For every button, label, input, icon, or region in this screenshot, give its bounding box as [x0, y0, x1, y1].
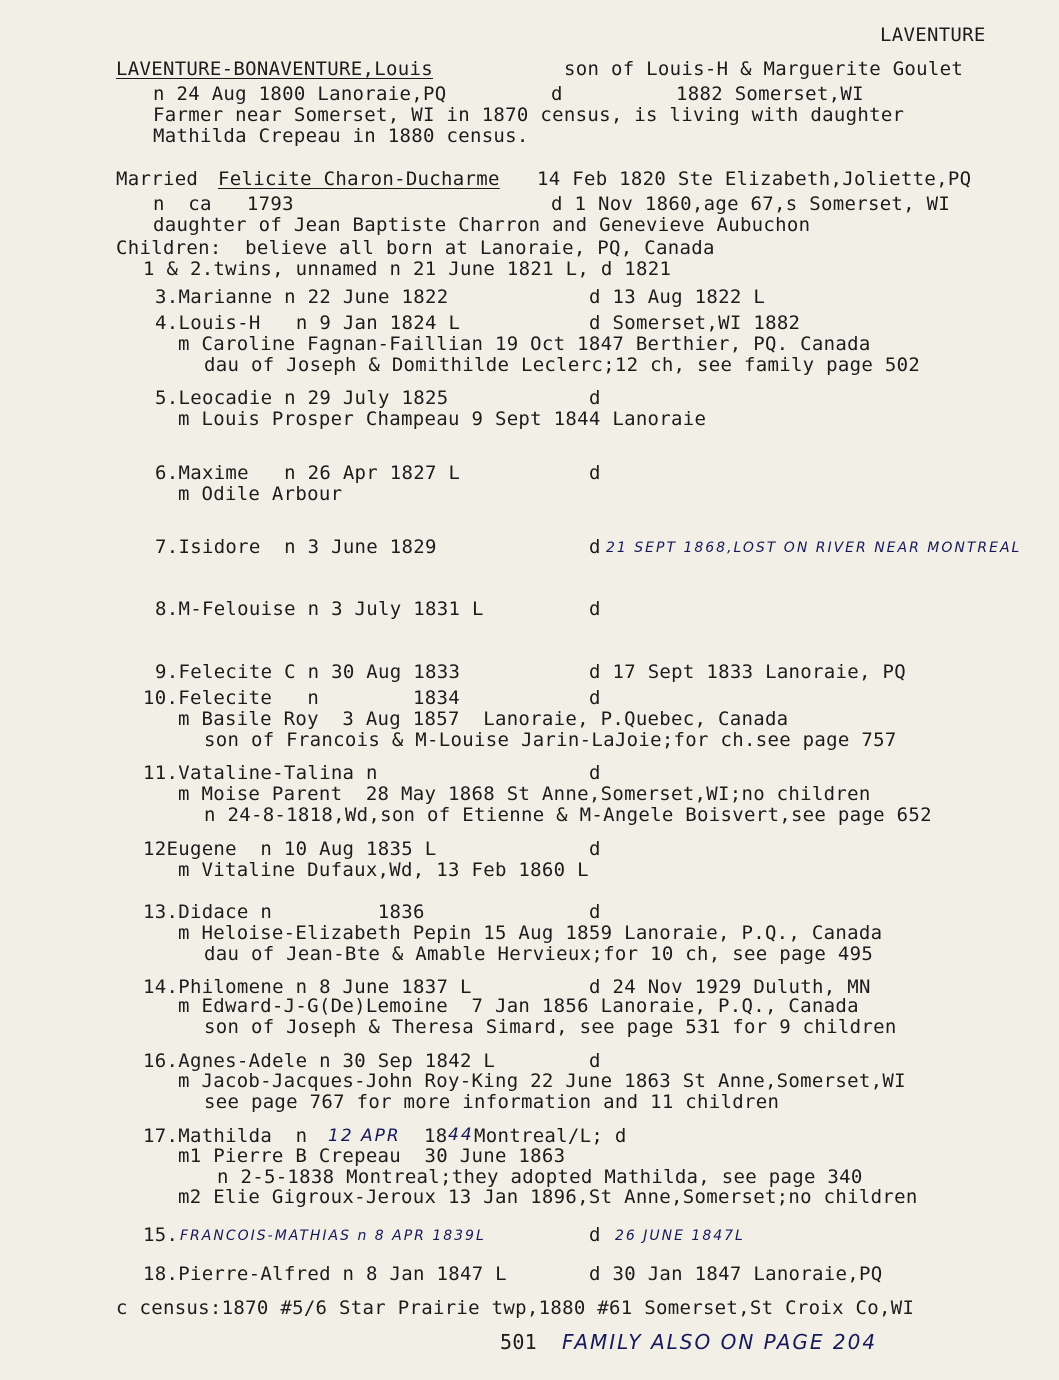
- child-death: d: [589, 838, 601, 860]
- child-death: d 17 Sept 1833 Lanoraie, PQ: [589, 661, 906, 683]
- child-entry: 17.Mathilda n: [143, 1125, 308, 1147]
- header-surname: LAVENTURE: [880, 24, 986, 46]
- child-entry: 14.Philomene n 8 June 1837 L: [143, 976, 472, 998]
- child-death: d: [589, 536, 601, 558]
- child-death: d: [589, 598, 601, 620]
- children-header: Children: believe all born at Lanoraie, PQ, Canada: [116, 237, 715, 259]
- child-marriage: m1 Pierre B Crepeau 30 June 1863: [178, 1145, 566, 1167]
- handwritten-death-date: 26 JUNE 1847L: [615, 1228, 745, 1244]
- child-marriage: m Basile Roy 3 Aug 1857 Lanoraie, P.Quebec, Canada: [178, 708, 789, 730]
- child-marriage: m2 Elie Gigroux-Jeroux 13 Jan 1896,St Anne,Somerset;no children: [178, 1186, 918, 1208]
- child-marriage-note: n 24-8-1818,Wd,son of Etienne & M-Angele Boisvert,see page 652: [204, 804, 932, 826]
- spouse-birth: n ca 1793: [153, 193, 294, 215]
- handwritten-footer-note: FAMILY ALSO ON PAGE 204: [562, 1330, 878, 1354]
- child-death: d: [589, 762, 601, 784]
- subject-note: Mathilda Crepeau in 1880 census.: [153, 125, 529, 147]
- child-entry: 11.Vataline-Talina n: [143, 762, 378, 784]
- child-birth-year: 18: [424, 1125, 448, 1147]
- spouse-parents: daughter of Jean Baptiste Charron and Genevieve Aubuchon: [153, 214, 811, 236]
- child-marriage-note: dau of Joseph & Domithilde Leclerc;12 ch, see family page 502: [204, 354, 921, 376]
- child-marriage: m Odile Arbour: [178, 483, 343, 505]
- child-marriage-note: see page 767 for more information and 11 children: [204, 1091, 780, 1113]
- census-note: c census:1870 #5/6 Star Prairie twp,1880 #61 Somerset,St Croix Co,WI: [116, 1297, 915, 1319]
- marriage-prefix: Married: [116, 168, 199, 190]
- subject-death: 1882 Somerset,WI: [676, 83, 864, 105]
- child-death: d: [589, 901, 601, 923]
- child-entry: 13.Didace n 1836: [143, 901, 425, 923]
- child-death: d 13 Aug 1822 L: [589, 286, 766, 308]
- subject-name: LAVENTURE-BONAVENTURE,Louis: [116, 58, 433, 80]
- spouse-death: d 1 Nov 1860,age 67,s Somerset, WI: [551, 193, 951, 215]
- child-death: d 24 Nov 1929 Duluth, MN: [589, 976, 871, 998]
- child-marriage: m Jacob-Jacques-John Roy-King 22 June 1863 St Anne,Somerset,WI: [178, 1070, 906, 1092]
- child-entry: 6.Maxime n 26 Apr 1827 L: [155, 462, 461, 484]
- child-entry: 18.Pierre-Alfred n 8 Jan 1847 L: [143, 1263, 507, 1285]
- child-marriage: m Louis Prosper Champeau 9 Sept 1844 Lanoraie: [178, 408, 707, 430]
- child-death: d: [589, 462, 601, 484]
- handwritten-birth-date: 12 APR: [328, 1126, 401, 1146]
- page-number: 501: [500, 1330, 538, 1354]
- child-number: 15.: [143, 1224, 179, 1246]
- handwritten-birth-year: 44: [448, 1125, 474, 1145]
- child-death: d: [589, 387, 601, 409]
- child-death: d: [589, 1050, 601, 1072]
- handwritten-child-entry: FRANCOIS-MATHIAS n 8 APR 1839L: [180, 1228, 486, 1244]
- child-marriage: m Caroline Fagnan-Faillian 19 Oct 1847 Berthier, PQ. Canada: [178, 333, 871, 355]
- child-marriage: m Heloise-Elizabeth Pepin 15 Aug 1859 Lanoraie, P.Q., Canada: [178, 922, 883, 944]
- subject-birth: n 24 Aug 1800 Lanoraie,PQ: [153, 83, 447, 105]
- child-marriage-note: dau of Jean-Bte & Amable Hervieux;for 10 ch, see page 495: [204, 943, 874, 965]
- subject-note: Farmer near Somerset, WI in 1870 census, is living with daughter: [153, 104, 905, 126]
- child-death: d Somerset,WI 1882: [589, 312, 801, 334]
- spouse-name: Felicite Charon-Ducharme: [218, 168, 500, 190]
- child-entry: 9.Felecite C n 30 Aug 1833: [155, 661, 461, 683]
- child-death: d: [589, 687, 601, 709]
- child-birth-place: Montreal/L; d: [474, 1125, 627, 1147]
- child-entry: 4.Louis-H n 9 Jan 1824 L: [155, 312, 461, 334]
- child-entry: 1 & 2.twins, unnamed n 21 June 1821 L, d 1821: [143, 258, 672, 280]
- child-marriage: m Edward-J-G(De)Lemoine 7 Jan 1856 Lanoraie, P.Q., Canada: [178, 995, 859, 1017]
- marriage-detail: 14 Feb 1820 Ste Elizabeth,Joliette,PQ: [537, 168, 972, 190]
- child-entry: 16.Agnes-Adele n 30 Sep 1842 L: [143, 1050, 496, 1072]
- child-entry: 8.M-Felouise n 3 July 1831 L: [155, 598, 484, 620]
- child-entry: 3.Marianne n 22 June 1822: [155, 286, 449, 308]
- child-marriage-note: n 2-5-1838 Montreal;they adopted Mathilda, see page 340: [217, 1166, 863, 1188]
- subject-parents: son of Louis-H & Marguerite Goulet: [564, 58, 964, 80]
- child-entry: 7.Isidore n 3 June 1829: [155, 536, 437, 558]
- child-marriage-note: son of Francois & M-Louise Jarin-LaJoie;for ch.see page 757: [204, 729, 897, 751]
- child-death: d 30 Jan 1847 Lanoraie,PQ: [589, 1263, 883, 1285]
- subject-death-marker: d: [551, 83, 563, 105]
- child-marriage: m Vitaline Dufaux,Wd, 13 Feb 1860 L: [178, 859, 589, 881]
- child-death-marker: d: [589, 1224, 601, 1246]
- child-marriage: m Moise Parent 28 May 1868 St Anne,Somerset,WI;no children: [178, 783, 871, 805]
- child-entry: 5.Leocadie n 29 July 1825: [155, 387, 449, 409]
- child-entry: 12Eugene n 10 Aug 1835 L: [143, 838, 437, 860]
- handwritten-annotation: 21 SEPT 1868,LOST ON RIVER NEAR MONTREAL: [606, 540, 1022, 556]
- child-marriage-note: son of Joseph & Theresa Simard, see page 531 for 9 children: [204, 1016, 897, 1038]
- child-entry: 10.Felecite n 1834: [143, 687, 460, 709]
